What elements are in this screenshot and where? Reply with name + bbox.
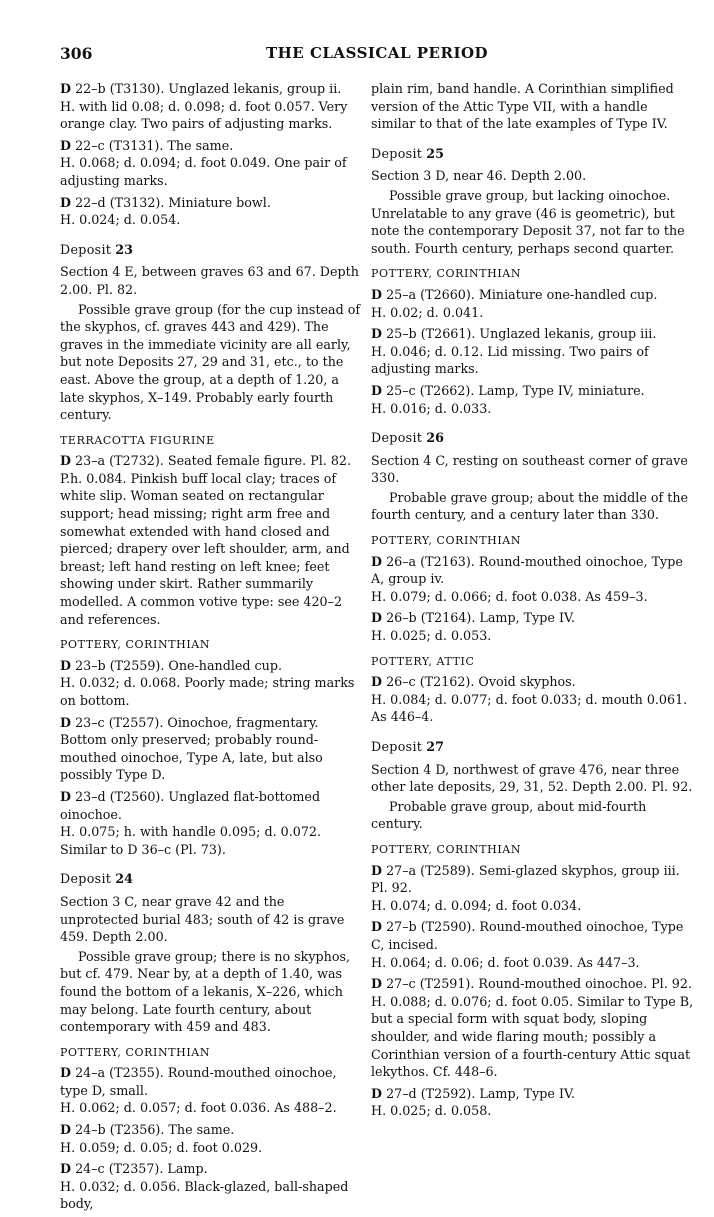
entry-number: 23–a — [75, 453, 106, 469]
entry-description: Bottom only preserved; probably round-mouthed oinochoe, Type A, late, but also possibly Type D. — [60, 732, 323, 783]
paragraph: Possible grave group (for the cup instead of the skyphos, cf. graves 443 and 429). The graves in the immediate vicinity are all early, but note Deposits 27, 29 and 31, etc., to the east. Above the group, at a depth of 1.20, a late skyphos, X–149. Probably early fourth century. — [60, 301, 361, 423]
entry-heading — [371, 382, 694, 400]
catalogue-entry — [371, 1085, 694, 1120]
entry-heading — [60, 1121, 361, 1139]
entry-heading — [60, 80, 361, 98]
catalogue-entry — [371, 673, 694, 726]
entry-description: P.h. 0.084. Pinkish buff local clay; traces of white slip. Woman seated on rectangular support; head missing; right arm free and somewhat extended with hand closed and pierced; drapery over left shoulder, arm, and breast; left hand resting on left knee; feet showing under skirt. Rather summarily modelled. A common votive type: see 420–2 and references. — [60, 470, 350, 627]
entry-description: H. with lid 0.08; d. 0.098; d. foot 0.057. Very orange clay. Two pairs of adjusting marks. — [60, 98, 348, 132]
entry-title: (T2661). Unglazed lekanis, group iii. — [416, 326, 657, 342]
entry-number: 22–c — [75, 137, 105, 153]
entry-title: (T3131). The same. — [104, 137, 234, 153]
entry-description: H. 0.074; d. 0.094; d. foot 0.034. — [371, 897, 582, 913]
entry-title: (T2662). Lamp, Type IV, miniature. — [415, 382, 645, 398]
entry-heading — [60, 137, 361, 155]
entry-description: H. 0.032; d. 0.068. Poorly made; string marks on bottom. — [60, 675, 355, 708]
entry-title: (T3130). Unglazed lekanis, group ii. — [105, 81, 342, 96]
entry-deposit-letter: D — [371, 1085, 383, 1101]
entry-number: 25–a — [386, 286, 417, 302]
section-label: POTTERY, CORINTHIAN — [60, 638, 211, 652]
section-label: POTTERY, CORINTHIAN — [371, 842, 522, 856]
entry-deposit-letter: D — [60, 1065, 72, 1081]
section-label: POTTERY, CORINTHIAN — [371, 267, 522, 281]
running-title: THE CLASSICAL PERIOD — [265, 44, 489, 62]
entry-deposit-letter: D — [60, 81, 72, 96]
catalogue-entry — [371, 553, 694, 606]
entry-description: H. 0.062; d. 0.057; d. foot 0.036. As 488–2. — [60, 1100, 337, 1116]
entry-title: (T2660). Miniature one-handled cup. — [416, 286, 658, 302]
paragraph: plain rim, band handle. A Corinthian simplified version of the Attic Type VII, with a handle similar to that of the late examples of Type IV. — [371, 81, 674, 132]
entry-deposit-letter: D — [371, 553, 383, 569]
section-label: POTTERY, ATTIC — [371, 654, 475, 668]
paragraph: Section 4 D, northwest of grave 476, near three other late deposits, 29, 31, 52. Depth 2.00. Pl. 92. — [371, 761, 693, 795]
entry-title: (T2356). The same. — [105, 1122, 235, 1138]
catalogue-entry — [60, 1160, 361, 1213]
entry-heading — [371, 673, 694, 691]
entry-number: 24–a — [75, 1065, 106, 1081]
entry-number: 27–a — [386, 862, 417, 878]
entry-heading — [371, 862, 694, 897]
document-page — [60, 44, 694, 1212]
entry-title: (T2589). Semi-glazed skyphos, group iii. Pl. 92. — [371, 862, 680, 896]
entry-deposit-letter: D — [371, 286, 383, 302]
entry-deposit-letter: D — [60, 194, 72, 210]
deposit-number: 26 — [426, 430, 444, 446]
entry-deposit-letter: D — [371, 382, 383, 398]
catalogue-entry — [60, 788, 361, 858]
entry-title: (T2559). One-handled cup. — [105, 657, 282, 673]
left-column — [60, 80, 361, 1217]
entry-description: H. 0.02; d. 0.041. — [371, 304, 484, 320]
entry-title: (T2164). Lamp, Type IV. — [416, 610, 575, 626]
deposit-label: Deposit — [60, 871, 112, 887]
entry-deposit-letter: D — [60, 1122, 72, 1138]
entry-heading — [371, 975, 694, 993]
entry-number: 25–c — [386, 382, 416, 398]
deposit-heading — [371, 429, 694, 447]
entry-heading — [60, 452, 361, 470]
deposit-number: 24 — [115, 871, 133, 887]
entry-title: (T2591). Round-mouthed oinochoe. Pl. 92. — [415, 976, 692, 992]
paragraph: Section 3 D, near 46. Depth 2.00. — [371, 168, 587, 184]
entry-number: 26–b — [386, 610, 417, 626]
entry-title: (T2590). Round-mouthed oinochoe, Type C, incised. — [371, 919, 684, 952]
entry-title: (T2592). Lamp, Type IV. — [416, 1085, 575, 1101]
entry-deposit-letter: D — [60, 1161, 72, 1177]
entry-heading — [371, 325, 694, 343]
catalogue-entry — [60, 1064, 361, 1117]
entry-title: (T2357). Lamp. — [104, 1161, 208, 1177]
entry-description: H. 0.084; d. 0.077; d. foot 0.033; d. mouth 0.061. As 446–4. — [371, 691, 688, 725]
entry-title: (T3132). Miniature bowl. — [105, 194, 271, 210]
entry-deposit-letter: D — [371, 862, 383, 878]
deposit-number: 27 — [426, 739, 444, 754]
deposit-heading — [60, 870, 361, 888]
entry-description: H. 0.064; d. 0.06; d. foot 0.039. As 447–3. — [371, 954, 640, 970]
entry-number: 23–d — [75, 788, 106, 804]
page-header — [60, 44, 694, 68]
entry-title: (T2355). Round-mouthed oinochoe, type D, small. — [60, 1065, 337, 1098]
entry-number: 22–b — [75, 81, 106, 96]
entry-description: H. 0.068; d. 0.094; d. foot 0.049. One pair of adjusting marks. — [60, 155, 347, 188]
entry-number: 24–c — [75, 1161, 105, 1177]
paragraph: Section 4 E, between graves 63 and 67. Depth 2.00. Pl. 82. — [60, 264, 359, 297]
catalogue-entry — [60, 1121, 361, 1156]
entry-deposit-letter: D — [60, 137, 72, 153]
entry-deposit-letter: D — [60, 788, 72, 804]
section-label: POTTERY, CORINTHIAN — [371, 534, 522, 548]
catalogue-entry — [60, 137, 361, 190]
deposit-heading — [371, 145, 694, 163]
entry-number: 27–c — [386, 976, 416, 992]
entry-description: H. 0.088; d. 0.076; d. foot 0.05. Similar to Type B, but a special form with squat body, sloping shoulder, and wide flaring mouth; possibly a Corinthian version of a fourth-century Attic squat lekythos. Cf. 448–6. — [371, 993, 694, 1080]
catalogue-entry — [371, 325, 694, 378]
entry-number: 26–a — [386, 553, 417, 569]
page-number: 306 — [60, 44, 93, 63]
entry-heading — [371, 918, 694, 953]
entry-heading — [60, 194, 361, 212]
entry-deposit-letter: D — [371, 919, 383, 935]
deposit-label: Deposit — [371, 739, 423, 754]
paragraph: Possible grave group; there is no skyphos, but cf. 479. Near by, at a depth of 1.40, was found the bottom of a lekanis, X–226, which may belong. Late fourth century, about contemporary with 459 and 483. — [60, 948, 351, 1035]
entry-title: (T2732). Seated female figure. Pl. 82. — [105, 453, 352, 469]
entry-heading — [60, 1160, 361, 1178]
deposit-number: 25 — [426, 145, 444, 161]
catalogue-entry — [60, 194, 361, 229]
catalogue-entry — [371, 862, 694, 915]
entry-heading — [371, 609, 694, 627]
deposit-label: Deposit — [371, 145, 423, 161]
entry-deposit-letter: D — [60, 714, 72, 730]
entry-description: H. 0.016; d. 0.033. — [371, 400, 492, 416]
entry-heading — [371, 553, 694, 588]
paragraph: Section 4 C, resting on southeast corner of grave 330. — [371, 452, 688, 486]
entry-deposit-letter: D — [371, 674, 383, 690]
entry-title: (T2163). Round-mouthed oinochoe, Type A, group iv. — [371, 553, 683, 587]
paragraph: Probable grave group, about mid-fourth century. — [371, 798, 647, 832]
entry-title: (T2557). Oinochoe, fragmentary. — [104, 714, 319, 730]
section-label: TERRACOTTA FIGURINE — [60, 433, 215, 447]
right-column — [371, 80, 694, 1124]
entry-number: 23–b — [75, 657, 106, 673]
entry-deposit-letter: D — [371, 976, 383, 992]
section-label: POTTERY, CORINTHIAN — [60, 1045, 211, 1059]
deposit-label: Deposit — [60, 241, 112, 257]
catalogue-entry — [60, 657, 361, 710]
entry-deposit-letter: D — [60, 453, 72, 469]
catalogue-entry — [371, 382, 694, 417]
deposit-heading — [371, 738, 694, 756]
entry-heading — [60, 714, 361, 732]
deposit-heading — [60, 241, 361, 259]
entry-number: 27–b — [386, 919, 417, 935]
entry-description: H. 0.032; d. 0.056. Black-glazed, ball-shaped body, — [60, 1178, 349, 1212]
entry-deposit-letter: D — [60, 657, 72, 673]
entry-number: 26–c — [386, 674, 416, 690]
entry-title: (T2162). Ovoid skyphos. — [415, 674, 576, 690]
entry-description: H. 0.046; d. 0.12. Lid missing. Two pairs of adjusting marks. — [371, 343, 649, 377]
entry-description: H. 0.079; d. 0.066; d. foot 0.038. As 459–3. — [371, 588, 648, 604]
deposit-label: Deposit — [371, 430, 423, 446]
catalogue-entry — [60, 714, 361, 784]
paragraph: Probable grave group; about the middle of the fourth century, and a century later than 330. — [371, 489, 689, 523]
paragraph: Possible grave group, but lacking oinochoe. Unrelatable to any grave (46 is geometric), but note the contemporary Deposit 37, not far to the south. Fourth century, perhaps second quarter. — [371, 187, 685, 256]
catalogue-entry — [60, 452, 361, 628]
entry-title: (T2560). Unglazed flat-bottomed oinochoe. — [60, 788, 321, 822]
entry-heading — [60, 788, 361, 823]
deposit-number: 23 — [115, 241, 133, 257]
entry-deposit-letter: D — [371, 610, 383, 626]
entry-description: H. 0.025; d. 0.058. — [371, 1103, 492, 1119]
entry-deposit-letter: D — [371, 326, 383, 342]
catalogue-entry — [60, 80, 361, 133]
entry-description: H. 0.024; d. 0.054. — [60, 212, 181, 228]
entry-description: H. 0.059; d. 0.05; d. foot 0.029. — [60, 1139, 263, 1155]
entry-number: 23–c — [75, 714, 105, 730]
catalogue-entry — [371, 286, 694, 321]
paragraph: Section 3 C, near grave 42 and the unprotected burial 483; south of 42 is grave 459. Depth 2.00. — [60, 893, 345, 945]
catalogue-entry — [371, 975, 694, 1081]
entry-heading — [371, 286, 694, 304]
entry-heading — [60, 657, 361, 675]
entry-heading — [60, 1064, 361, 1099]
entry-heading — [371, 1085, 694, 1103]
entry-number: 25–b — [386, 326, 417, 342]
entry-description: H. 0.075; h. with handle 0.095; d. 0.072. Similar to D 36–c (Pl. 73). — [60, 824, 322, 857]
catalogue-entry — [371, 609, 694, 644]
entry-number: 24–b — [75, 1122, 106, 1138]
catalogue-entry — [371, 918, 694, 971]
entry-number: 22–d — [75, 194, 106, 210]
entry-description: H. 0.025; d. 0.053. — [371, 628, 492, 644]
entry-number: 27–d — [386, 1085, 417, 1101]
